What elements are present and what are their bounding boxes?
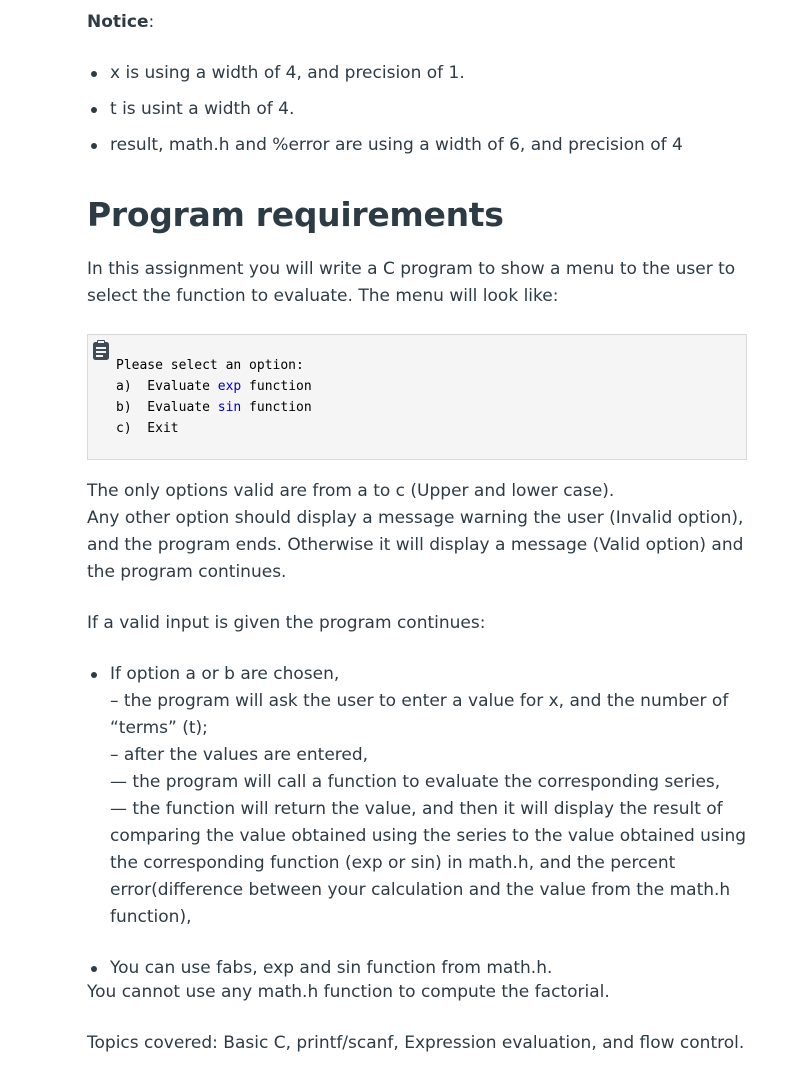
section-heading: Program requirements bbox=[87, 195, 504, 234]
topics-paragraph: Topics covered: Basic C, printf/scanf, Expression evaluation, and flow control. bbox=[87, 1033, 745, 1053]
list-item: result, math.h and %error are using a width of 6, and precision of 4 bbox=[87, 132, 747, 159]
code-line: Please select an option: bbox=[116, 358, 304, 373]
list-item: You can use fabs, exp and sin function from math.h. bbox=[87, 955, 747, 982]
factorial-paragraph: You cannot use any math.h function to compute the factorial. bbox=[87, 982, 610, 1002]
notice-list bbox=[87, 60, 747, 168]
code-keyword: exp bbox=[217, 379, 242, 394]
code-menu bbox=[116, 355, 312, 439]
valid-input-paragraph: If a valid input is given the program continues: bbox=[87, 613, 486, 633]
code-line: a) Evaluate exp function bbox=[116, 379, 312, 394]
code-keyword: sin bbox=[217, 400, 242, 415]
code-block bbox=[87, 334, 747, 460]
requirements-list bbox=[87, 661, 747, 1006]
options-paragraph bbox=[87, 478, 747, 586]
list-item: t is usint a width of 4. bbox=[87, 96, 747, 123]
intro-paragraph: In this assignment you will write a C program to show a menu to the user to select the function to evaluate. The menu will look like: bbox=[87, 259, 736, 306]
list-item: x is using a width of 4, and precision of 1. bbox=[87, 60, 747, 87]
code-line: c) Exit bbox=[116, 421, 179, 436]
options-line: The only options valid are from a to c (Upper and lower case). bbox=[87, 481, 615, 501]
notice-heading bbox=[87, 9, 154, 36]
notice-colon: : bbox=[148, 12, 155, 32]
list-item: If option a or b are chosen, – the program will ask the user to enter a value for x, and the number of “terms” (t); – after the values are entered, — the program will call a function to evaluate the corresponding series, — the function will return the value, and then it will display the result of comparing the value obtained using the series to the value obtained using the corresponding function (exp or sin) in math.h, and the percent error(difference between your calculation and the value from the math.h function), bbox=[87, 661, 747, 931]
options-line: Any other option should display a message warning the user (Invalid option), and the program ends. Otherwise it will display a message (Valid option) and the program continues. bbox=[87, 508, 744, 582]
clipboard-icon[interactable] bbox=[92, 339, 110, 361]
code-line: b) Evaluate sin function bbox=[116, 400, 312, 415]
notice-label: Notice bbox=[87, 12, 149, 32]
